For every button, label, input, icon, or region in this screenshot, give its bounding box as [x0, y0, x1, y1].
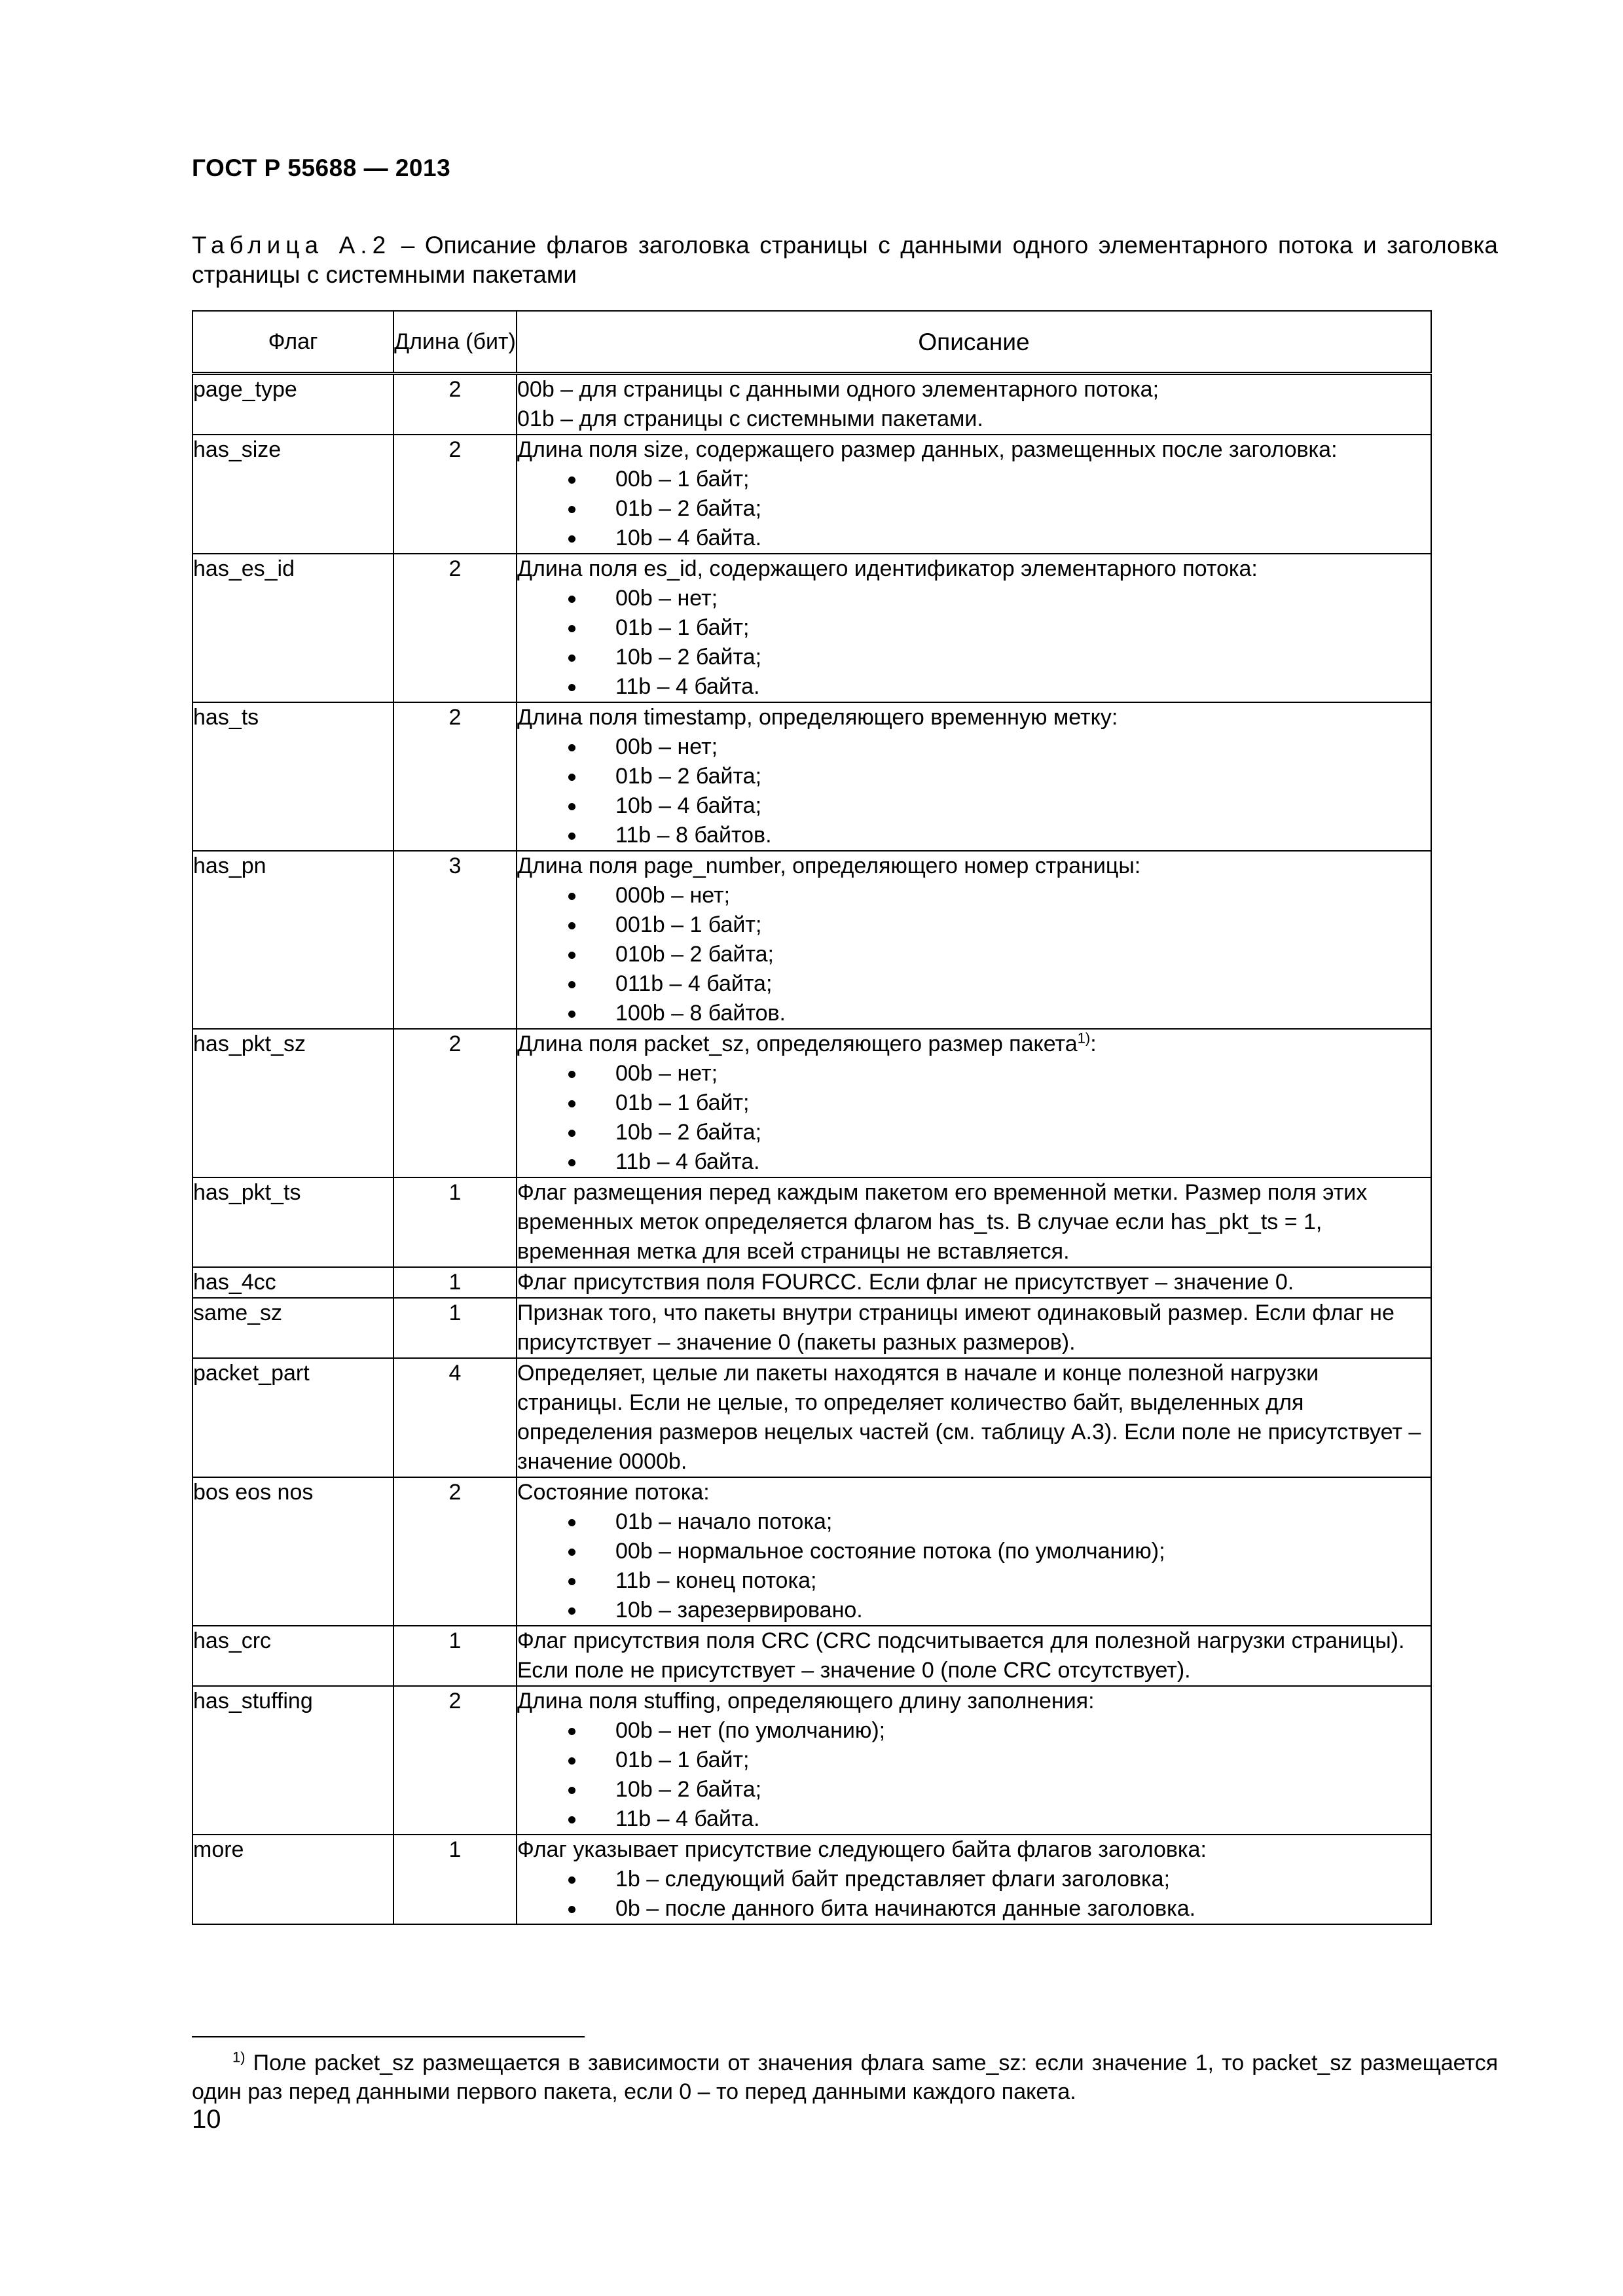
bullet-item: 0b – после данного бита начинаются данные заголовка.	[517, 1894, 1431, 1924]
bullet-item: 01b – 1 байт;	[517, 1088, 1431, 1118]
description-cell	[517, 1835, 1431, 1924]
bullet-item: 11b – 8 байтов.	[517, 821, 1431, 850]
bullet-list	[517, 881, 1431, 1028]
bullet-list	[517, 1507, 1431, 1625]
description-line	[517, 435, 1431, 465]
description-line	[517, 1359, 1431, 1477]
column-header-length: Длина (бит)	[393, 311, 517, 374]
description-cell	[517, 702, 1431, 851]
description-cell	[517, 1029, 1431, 1177]
table-body	[192, 374, 1431, 1925]
table-header-row	[192, 311, 1431, 374]
flag-cell: bos eos nos	[192, 1477, 393, 1626]
footnote-body: Поле packet_sz размещается в зависимости от значения флага same_sz: если значение 1, то packet_sz размещается один раз перед данными первого пакета, если 0 – то перед данными каждого пакета.	[192, 2051, 1498, 2104]
length-cell: 2	[393, 435, 517, 554]
bullet-list	[517, 584, 1431, 702]
description-text: Определяет, целые ли пакеты находятся в начале и конце полезной нагрузки страницы. Если не целые, то определяет количество байт, выделенных для определения размеров нецелых частей (см. таблицу А.3). Если поле не присутствует – значение 0000b.	[517, 1361, 1421, 1474]
bullet-item: 01b – 2 байта;	[517, 494, 1431, 524]
length-cell: 2	[393, 1029, 517, 1177]
description-text: Длина поля packet_sz, определяющего размер пакета	[517, 1031, 1078, 1056]
table-row	[192, 851, 1431, 1029]
bullet-item: 000b – нет;	[517, 881, 1431, 910]
flag-cell: has_pkt_ts	[192, 1177, 393, 1267]
description-cell	[517, 374, 1431, 435]
description-cell	[517, 1686, 1431, 1835]
bullet-list	[517, 732, 1431, 850]
flag-cell: has_size	[192, 435, 393, 554]
table-row	[192, 1358, 1431, 1477]
column-header-flag: Флаг	[192, 311, 393, 374]
description-line	[517, 703, 1431, 732]
description-text: Флаг присутствия поля CRC (CRC подсчитывается для полезной нагрузки страницы). Если поле не присутствует – значение 0 (поле CRC отсутствует).	[517, 1628, 1405, 1683]
length-cell: 2	[393, 702, 517, 851]
bullet-item: 01b – начало потока;	[517, 1507, 1431, 1537]
length-cell: 2	[393, 554, 517, 702]
description-text: Длина поля stuffing, определяющего длину заполнения:	[517, 1689, 1095, 1713]
description-text: 00b – для страницы с данными одного элементарного потока;	[517, 377, 1159, 402]
table-row	[192, 374, 1431, 435]
description-cell	[517, 1626, 1431, 1686]
table-row	[192, 1267, 1431, 1298]
description-cell	[517, 1477, 1431, 1626]
length-cell: 2	[393, 1477, 517, 1626]
flag-cell: packet_part	[192, 1358, 393, 1477]
flag-cell: has_ts	[192, 702, 393, 851]
table-row	[192, 1686, 1431, 1835]
description-cell	[517, 554, 1431, 702]
description-line	[517, 1030, 1431, 1059]
flag-cell: has_crc	[192, 1626, 393, 1686]
length-cell: 1	[393, 1835, 517, 1924]
bullet-list	[517, 465, 1431, 553]
table-row	[192, 435, 1431, 554]
description-text: 01b – для страницы с системными пакетами.	[517, 406, 983, 431]
bullet-list	[517, 1059, 1431, 1177]
flag-cell: page_type	[192, 374, 393, 435]
flag-cell: has_es_id	[192, 554, 393, 702]
description-text: Флаг указывает присутствие следующего байта флагов заголовка:	[517, 1837, 1207, 1862]
description-cell	[517, 851, 1431, 1029]
description-line	[517, 554, 1431, 584]
table-caption-label: Таблица А.2	[192, 232, 392, 259]
table-row	[192, 702, 1431, 851]
length-cell: 1	[393, 1626, 517, 1686]
table-row	[192, 1029, 1431, 1177]
flags-table	[192, 310, 1432, 1925]
length-cell: 1	[393, 1177, 517, 1267]
description-cell	[517, 1358, 1431, 1477]
description-text: Признак того, что пакеты внутри страницы имеют одинаковый размер. Если флаг не присутствует – значение 0 (пакеты разных размеров).	[517, 1300, 1395, 1355]
description-cell	[517, 1298, 1431, 1358]
bullet-item: 10b – 4 байта;	[517, 791, 1431, 821]
description-line	[517, 1835, 1431, 1865]
length-cell: 2	[393, 1686, 517, 1835]
table-row	[192, 1298, 1431, 1358]
bullet-list	[517, 1716, 1431, 1834]
description-line	[517, 852, 1431, 881]
bullet-item: 11b – конец потока;	[517, 1566, 1431, 1596]
footnote-divider	[192, 2036, 585, 2037]
length-cell: 1	[393, 1267, 517, 1298]
description-text: Длина поля es_id, содержащего идентификатор элементарного потока:	[517, 556, 1258, 581]
column-header-description: Описание	[517, 311, 1431, 374]
bullet-item: 10b – 2 байта;	[517, 1118, 1431, 1147]
bullet-item: 10b – 4 байта.	[517, 524, 1431, 553]
description-cell	[517, 435, 1431, 554]
bullet-list	[517, 1865, 1431, 1924]
description-line	[517, 1626, 1431, 1685]
description-cell	[517, 1177, 1431, 1267]
bullet-item: 00b – нет;	[517, 732, 1431, 762]
flag-cell: has_pkt_sz	[192, 1029, 393, 1177]
flag-cell: same_sz	[192, 1298, 393, 1358]
bullet-item: 100b – 8 байтов.	[517, 999, 1431, 1028]
bullet-item: 00b – нет;	[517, 584, 1431, 613]
table-caption	[192, 230, 1498, 289]
bullet-item: 00b – 1 байт;	[517, 465, 1431, 494]
flag-cell: has_4cc	[192, 1267, 393, 1298]
table-row	[192, 554, 1431, 702]
bullet-item: 10b – 2 байта;	[517, 1775, 1431, 1804]
description-text: Длина поля size, содержащего размер данных, размещенных после заголовка:	[517, 437, 1338, 462]
description-line	[517, 375, 1431, 404]
description-line	[517, 1687, 1431, 1716]
description-line	[517, 1178, 1431, 1266]
bullet-item: 11b – 4 байта.	[517, 672, 1431, 702]
description-text: Длина поля page_number, определяющего номер страницы:	[517, 853, 1141, 878]
bullet-item: 010b – 2 байта;	[517, 940, 1431, 969]
table-caption-text: – Описание флагов заголовка страницы с данными одного элементарного потока и заголовка страницы с системными пакетами	[192, 232, 1498, 288]
description-text: Флаг размещения перед каждым пакетом его временной метки. Размер поля этих временных меток определяется флагом has_ts. В случае если has_pkt_ts = 1, временная метка для всей страницы не вставляется.	[517, 1180, 1368, 1264]
footnote	[192, 2049, 1498, 2106]
description-line	[517, 1299, 1431, 1357]
table-row	[192, 1177, 1431, 1267]
description-cell	[517, 1267, 1431, 1298]
length-cell: 2	[393, 374, 517, 435]
description-text: Состояние потока:	[517, 1480, 710, 1505]
description-text: Длина поля timestamp, определяющего временную метку:	[517, 705, 1118, 730]
bullet-item: 01b – 2 байта;	[517, 762, 1431, 791]
table-row	[192, 1477, 1431, 1626]
flag-cell: has_pn	[192, 851, 393, 1029]
length-cell: 1	[393, 1298, 517, 1358]
bullet-item: 001b – 1 байт;	[517, 910, 1431, 940]
length-cell: 4	[393, 1358, 517, 1477]
document-header: ГОСТ Р 55688 — 2013	[192, 154, 451, 181]
description-text: Флаг присутствия поля FOURCC. Если флаг не присутствует – значение 0.	[517, 1270, 1294, 1295]
bullet-item: 1b – следующий байт представляет флаги заголовка;	[517, 1865, 1431, 1894]
bullet-item: 11b – 4 байта.	[517, 1804, 1431, 1834]
description-line	[517, 1478, 1431, 1507]
flag-cell: more	[192, 1835, 393, 1924]
footnote-marker: 1)	[232, 2049, 246, 2066]
bullet-item: 00b – нет;	[517, 1059, 1431, 1088]
table-row	[192, 1626, 1431, 1686]
bullet-item: 01b – 1 байт;	[517, 613, 1431, 643]
bullet-item: 10b – зарезервировано.	[517, 1596, 1431, 1625]
length-cell: 3	[393, 851, 517, 1029]
footnote-reference: 1)	[1077, 1030, 1091, 1047]
bullet-item: 11b – 4 байта.	[517, 1147, 1431, 1177]
flag-cell: has_stuffing	[192, 1686, 393, 1835]
bullet-item: 011b – 4 байта;	[517, 969, 1431, 999]
bullet-item: 00b – нормальное состояние потока (по умолчанию);	[517, 1537, 1431, 1566]
bullet-item: 01b – 1 байт;	[517, 1746, 1431, 1775]
description-punctuation: :	[1090, 1031, 1097, 1056]
description-line	[517, 404, 1431, 434]
table-row	[192, 1835, 1431, 1924]
bullet-item: 00b – нет (по умолчанию);	[517, 1716, 1431, 1746]
bullet-item: 10b – 2 байта;	[517, 643, 1431, 672]
description-line	[517, 1268, 1431, 1297]
page-number: 10	[192, 2105, 221, 2134]
footnote-text	[192, 2049, 1498, 2106]
